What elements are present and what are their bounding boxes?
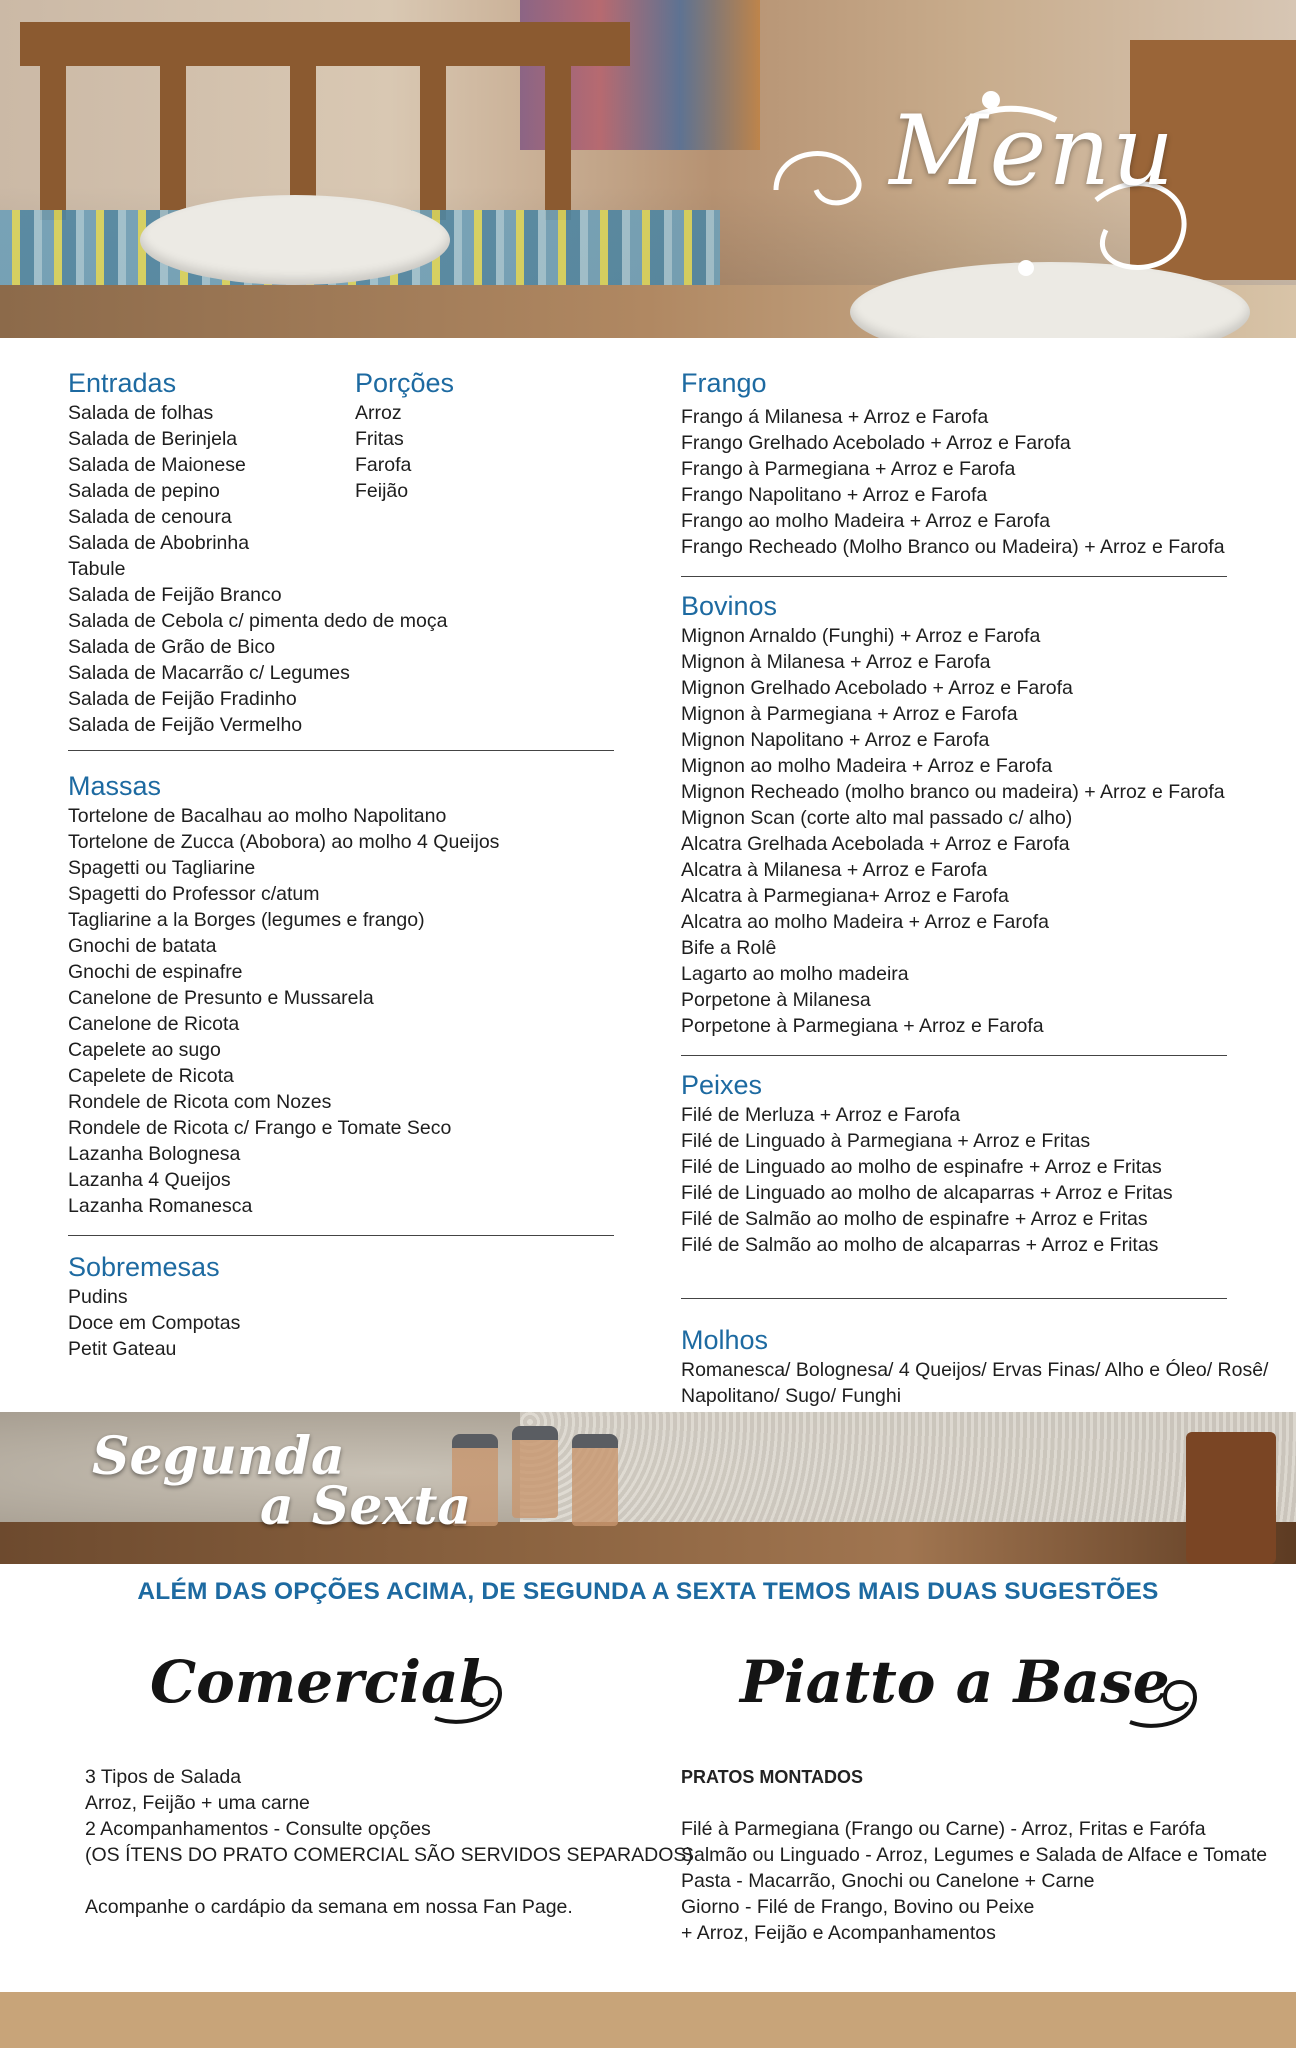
chair-slat: [160, 60, 186, 220]
divider: [681, 1055, 1227, 1056]
sauce-line: Napolitano/ Sugo/ Funghi: [681, 1385, 902, 1407]
menu-item: Capelete ao sugo: [68, 1039, 221, 1061]
fan-page-note: Acompanhe o cardápio da semana em nossa Fan Page.: [85, 1896, 573, 1918]
menu-item: Tabule: [68, 558, 126, 580]
molhos-section: [681, 1323, 1269, 1409]
menu-item: Frango Napolitano + Arroz e Farofa: [681, 484, 988, 506]
menu-item: Mignon Arnaldo (Funghi) + Arroz e Farofa: [681, 625, 1041, 647]
frango-section: [681, 366, 1227, 560]
section-title-porcoes: Porções: [355, 368, 455, 398]
menu-item: Mignon Recheado (molho branco ou madeira) + Arroz e Farofa: [681, 781, 1225, 803]
menu-item: Lazanha Romanesca: [68, 1195, 253, 1217]
menu-item: Salada de Feijão Branco: [68, 584, 282, 606]
entradas-porcoes-block: [68, 366, 614, 744]
piatto-a-base-title: Piatto a Base: [740, 1648, 1170, 1716]
a-sexta-line: a Sexta: [260, 1476, 472, 1537]
menu-item: Filé de Linguado ao molho de alcaparras + Arroz e Fritas: [681, 1182, 1173, 1204]
menu-item: Salada de Maionese: [68, 454, 246, 476]
menu-item: Rondele de Ricota com Nozes: [68, 1091, 332, 1113]
menu-item: Fritas: [355, 428, 404, 450]
menu-item: Gnochi de batata: [68, 935, 217, 957]
piatto-line: Pasta - Macarrão, Gnochi ou Canelone + Carne: [681, 1870, 1095, 1892]
segunda-sexta-banner-photo: [0, 1412, 1296, 1564]
pratos-montados-label: PRATOS MONTADOS: [681, 1767, 864, 1787]
piatto-line: Salmão ou Linguado - Arroz, Legumes e Salada de Alface e Tomate: [681, 1844, 1268, 1866]
segunda-line: Segunda: [92, 1426, 345, 1487]
comercial-swirl-ornament: [430, 1668, 510, 1738]
menu-item: Rondele de Ricota c/ Frango e Tomate Seco: [68, 1117, 452, 1139]
menu-item: Alcatra à Parmegiana+ Arroz e Farofa: [681, 885, 1009, 907]
header-banner-photo: [0, 0, 1296, 338]
menu-item: Canelone de Presunto e Mussarela: [68, 987, 374, 1009]
menu-item: Alcatra ao molho Madeira + Arroz e Farofa: [681, 911, 1049, 933]
massas-section: [68, 769, 614, 1219]
comercial-line: 3 Tipos de Salada: [85, 1766, 242, 1788]
menu-item: Alcatra Grelhada Acebolada + Arroz e Farofa: [681, 833, 1070, 855]
menu-title: Menu: [889, 95, 1176, 207]
bovinos-section: [681, 589, 1227, 1039]
menu-item: Salada de Abobrinha: [68, 532, 250, 554]
menu-item: Tortelone de Bacalhau ao molho Napolitano: [68, 805, 447, 827]
left-column: [68, 366, 614, 1362]
menu-item: Filé de Salmão ao molho de alcaparras + Arroz e Fritas: [681, 1234, 1159, 1256]
menu-item: Salada de Macarrão c/ Legumes: [68, 662, 350, 684]
divider: [681, 576, 1227, 577]
menu-item: Bife a Rolê: [681, 937, 777, 959]
section-title-sobremesas: Sobremesas: [68, 1252, 220, 1282]
menu-item: Mignon à Milanesa + Arroz e Farofa: [681, 651, 991, 673]
menu-item: Petit Gateau: [68, 1338, 177, 1360]
menu-item: Mignon Scan (corte alto mal passado c/ alho): [681, 807, 1073, 829]
section-title-frango: Frango: [681, 368, 767, 398]
sauce-line: Romanesca/ Bolognesa/ 4 Queijos/ Ervas Finas/ Alho e Óleo/ Rosê/: [681, 1359, 1269, 1381]
piatto-swirl-ornament: [1125, 1672, 1205, 1742]
menu-item: Salada de folhas: [68, 402, 214, 424]
menu-item: Salada de Grão de Bico: [68, 636, 276, 658]
comercial-line: 2 Acompanhamentos - Consulte opções: [85, 1818, 431, 1840]
toothpick-holder: [572, 1434, 618, 1526]
menu-item: Lagarto ao molho madeira: [681, 963, 909, 985]
menu-item: Spagetti do Professor c/atum: [68, 883, 320, 905]
menu-item: Pudins: [68, 1286, 128, 1308]
sobremesas-section: [68, 1250, 614, 1362]
menu-item: Lazanha Bolognesa: [68, 1143, 241, 1165]
comercial-line: Arroz, Feijão + uma carne: [85, 1792, 310, 1814]
comercial-lines: [85, 1764, 693, 1868]
menu-item: Doce em Compotas: [68, 1312, 241, 1334]
section-title-bovinos: Bovinos: [681, 591, 778, 621]
menu-item: Mignon à Parmegiana + Arroz e Farofa: [681, 703, 1018, 725]
section-title-massas: Massas: [68, 771, 162, 801]
chair-slat: [420, 60, 446, 220]
menu-item: Capelete de Ricota: [68, 1065, 234, 1087]
menu-item: Salada de Feijão Fradinho: [68, 688, 297, 710]
comercial-details: [85, 1764, 693, 1920]
menu-item: Filé de Merluza + Arroz e Farofa: [681, 1104, 961, 1126]
comercial-line: (OS ÍTENS DO PRATO COMERCIAL SÃO SERVIDOS SEPARADOS): [85, 1844, 693, 1866]
menu-item: Frango Grelhado Acebolado + Arroz e Farofa: [681, 432, 1071, 454]
menu-item: Porpetone à Parmegiana + Arroz e Farofa: [681, 1015, 1044, 1037]
piatto-details: [681, 1764, 1267, 1946]
peixes-list: [681, 1102, 1227, 1258]
piatto-line: Filé à Parmegiana (Frango ou Carne) - Arroz, Fritas e Farófa: [681, 1818, 1206, 1840]
menu-item: Filé de Linguado ao molho de espinafre + Arroz e Fritas: [681, 1156, 1162, 1178]
menu-item: Mignon ao molho Madeira + Arroz e Farofa: [681, 755, 1053, 777]
menu-item: Frango Recheado (Molho Branco ou Madeira) + Arroz e Farofa: [681, 536, 1225, 558]
menu-item: Feijão: [355, 480, 409, 502]
menu-item: Salada de Feijão Vermelho: [68, 714, 303, 736]
weekday-headline: ALÉM DAS OPÇÕES ACIMA, DE SEGUNDA A SEXTA TEMOS MAIS DUAS SUGESTÕES: [137, 1578, 1159, 1605]
section-title-entradas: Entradas: [68, 368, 177, 398]
menu-item: Alcatra à Milanesa + Arroz e Farofa: [681, 859, 988, 881]
menu-item: Filé de Linguado à Parmegiana + Arroz e Fritas: [681, 1130, 1091, 1152]
sobremesas-list: [68, 1284, 614, 1362]
chair-slat: [545, 60, 571, 220]
menu-item: Porpetone à Milanesa: [681, 989, 871, 1011]
menu-item: Gnochi de espinafre: [68, 961, 243, 983]
section-title-peixes: Peixes: [681, 1070, 763, 1100]
menu-item: Frango à Parmegiana + Arroz e Farofa: [681, 458, 1016, 480]
menu-item: Tagliarine a la Borges (legumes e frango): [68, 909, 425, 931]
porcoes-list: [355, 400, 454, 504]
piatto-line: + Arroz, Feijão e Acompanhamentos: [681, 1922, 996, 1944]
pepper-shaker: [512, 1426, 558, 1518]
divider: [68, 1235, 614, 1236]
menu-item: Frango ao molho Madeira + Arroz e Farofa: [681, 510, 1051, 532]
footer-bar: [0, 1992, 1296, 2048]
menu-item: Spagetti ou Tagliarine: [68, 857, 256, 879]
menu-item: Canelone de Ricota: [68, 1013, 240, 1035]
section-title-molhos: Molhos: [681, 1325, 769, 1355]
menu-item: Frango á Milanesa + Arroz e Farofa: [681, 406, 989, 428]
frango-list: [681, 404, 1227, 560]
menu-item: Mignon Grelhado Acebolado + Arroz e Farofa: [681, 677, 1073, 699]
menu-item: Filé de Salmão ao molho de espinafre + Arroz e Fritas: [681, 1208, 1148, 1230]
right-column: [681, 366, 1269, 1409]
chair-slat: [40, 60, 66, 220]
chair-back-rail: [20, 22, 630, 66]
menu-item: Lazanha 4 Queijos: [68, 1169, 231, 1191]
bovinos-list: [681, 623, 1227, 1039]
menu-item: Tortelone de Zucca (Abobora) ao molho 4 Queijos: [68, 831, 500, 853]
porcoes-section: [355, 366, 454, 504]
menu-item: Salada de Cebola c/ pimenta dedo de moça: [68, 610, 448, 632]
divider: [681, 1298, 1227, 1299]
peixes-section: [681, 1068, 1227, 1258]
segunda-a-sexta-title: [92, 1426, 472, 1537]
massas-list: [68, 803, 614, 1219]
comercial-title: Comercial: [150, 1648, 481, 1716]
menu-item: Arroz: [355, 402, 402, 424]
piatto-line: Giorno - Filé de Frango, Bovino ou Peixe: [681, 1896, 1035, 1918]
molhos-list: [681, 1357, 1269, 1409]
menu-item: Salada de cenoura: [68, 506, 232, 528]
plate: [140, 195, 450, 285]
chair-back: [1186, 1432, 1276, 1564]
divider: [68, 750, 614, 751]
piatto-lines: [681, 1816, 1267, 1946]
menu-item: Mignon Napolitano + Arroz e Farofa: [681, 729, 990, 751]
menu-item: Farofa: [355, 454, 412, 476]
menu-item: Salada de pepino: [68, 480, 220, 502]
menu-item: Salada de Berinjela: [68, 428, 238, 450]
